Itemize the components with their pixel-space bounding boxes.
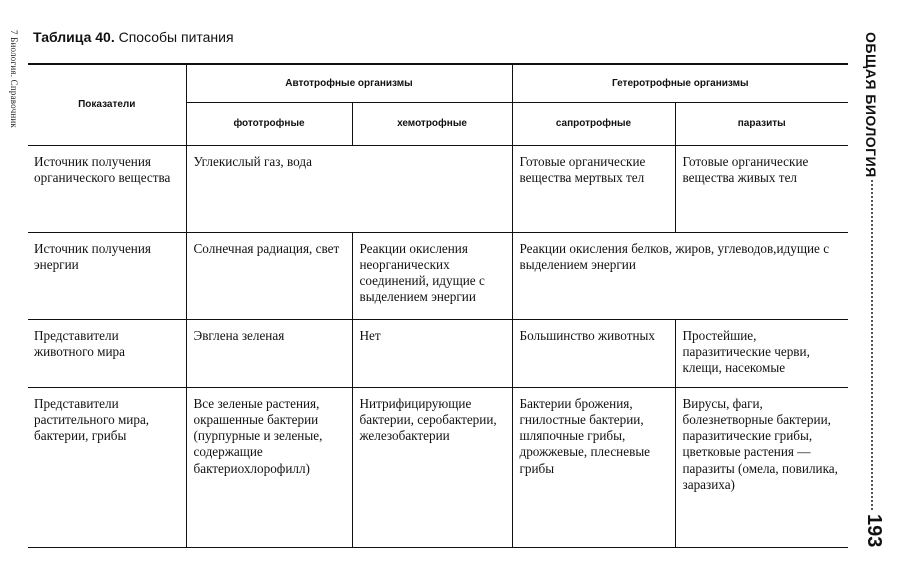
row-label: Представители растительного мира, бактерии, грибы	[28, 387, 186, 547]
cell-chemotrophic: Нет	[352, 319, 512, 387]
table-row	[28, 145, 848, 232]
header-phototrophic: фототрофные	[186, 102, 352, 145]
table-row	[28, 387, 848, 547]
header-chemotrophic: хемотрофные	[352, 102, 512, 145]
row-label: Представители животного мира	[28, 319, 186, 387]
cell-parasites: Готовые органические вещества живых тел	[675, 145, 848, 232]
caption-title: Способы питания	[118, 29, 234, 45]
header-indicators: Показатели	[28, 64, 186, 145]
header-heterotrophic: Гетеротрофные организмы	[512, 64, 848, 102]
caption-label: Таблица 40.	[33, 29, 115, 45]
nutrition-table	[28, 63, 848, 548]
table-caption	[33, 29, 234, 45]
cell-autotrophic-merged: Углекислый газ, вода	[186, 145, 512, 232]
page-number: 193	[863, 514, 885, 548]
cell-phototrophic: Эвглена зеленая	[186, 319, 352, 387]
cell-saprotrophic: Бактерии брожения, гнилостные бактерии, шляпочные грибы, дрожжевые, плесневые грибы	[512, 387, 675, 547]
row-label: Источник получения органического вещества	[28, 145, 186, 232]
cell-parasites: Вирусы, фаги, болезнетворные бактерии, паразитические грибы, цветковые растения — паразиты (омела, повилика, заразиха)	[675, 387, 848, 547]
cell-parasites: Простейшие, паразитические черви, клещи, насекомые	[675, 319, 848, 387]
cell-phototrophic: Солнечная радиация, свет	[186, 232, 352, 319]
header-saprotrophic: сапротрофные	[512, 102, 675, 145]
table-row	[28, 319, 848, 387]
header-parasites: паразиты	[675, 102, 848, 145]
running-head-right: ОБЩАЯ БИОЛОГИЯ	[863, 32, 879, 178]
header-autotrophic: Автотрофные организмы	[186, 64, 512, 102]
cell-phototrophic: Все зеленые растения, окрашенные бактерии (пурпурные и зеленые, содержащие бактериохлорофилл)	[186, 387, 352, 547]
running-head-left: 7 Биология. Справочник	[9, 30, 19, 128]
margin-dotted-rule	[871, 180, 873, 510]
cell-saprotrophic: Большинство животных	[512, 319, 675, 387]
row-label: Источник получения энергии	[28, 232, 186, 319]
table-row	[28, 232, 848, 319]
cell-heterotrophic-merged: Реакции окисления белков, жиров, углеводов,идущие с выделением энергии	[512, 232, 848, 319]
cell-chemotrophic: Нитрифицирующие бактерии, серобактерии, железобактерии	[352, 387, 512, 547]
cell-chemotrophic: Реакции окисления неорганических соединений, идущие с выделением энергии	[352, 232, 512, 319]
cell-saprotrophic: Готовые органические вещества мертвых тел	[512, 145, 675, 232]
